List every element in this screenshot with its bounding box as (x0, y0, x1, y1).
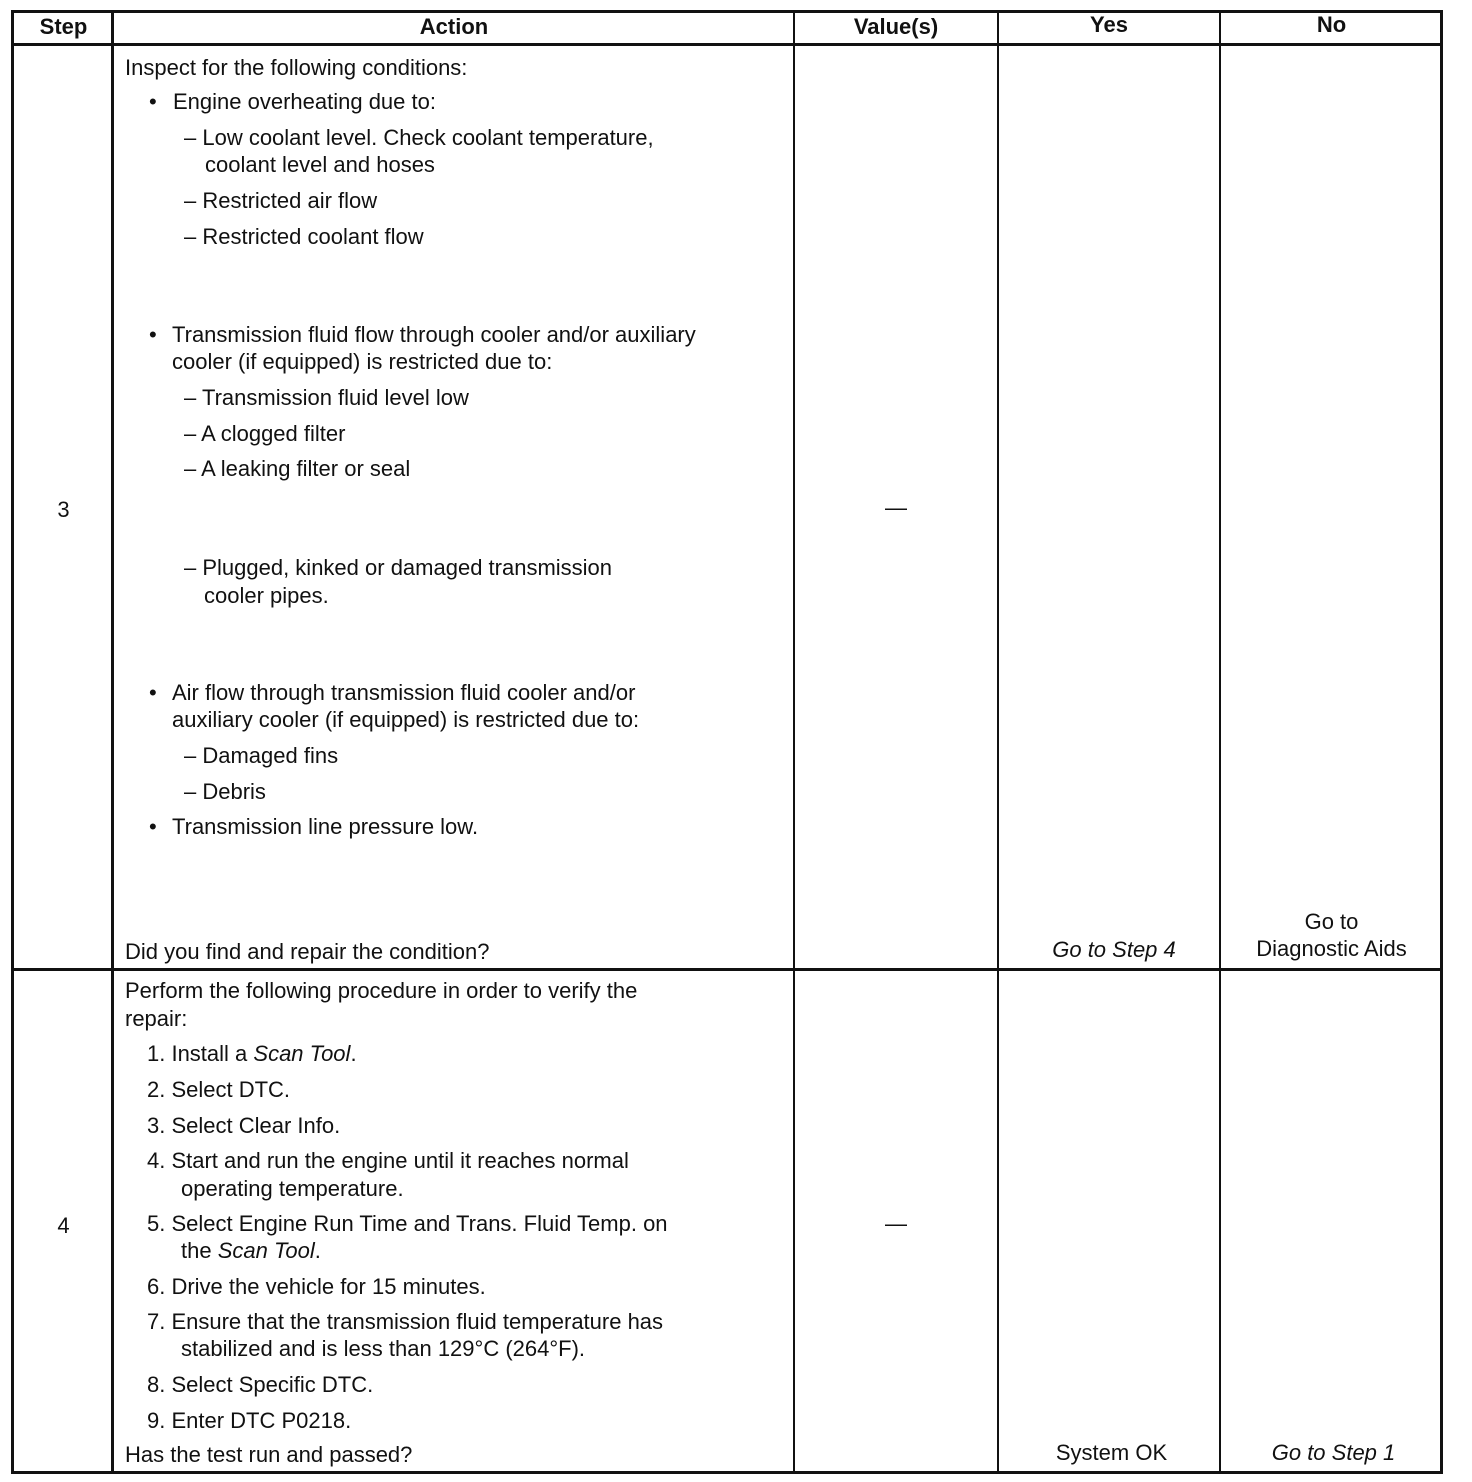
header-values: Value(s) (853, 14, 939, 39)
action-intro: Inspect for the following conditions: (125, 55, 468, 80)
action-intro: repair: (125, 1006, 188, 1031)
action-text: auxiliary cooler (if equipped) is restricted due to: (172, 707, 640, 732)
procedure-step: 5. Select Engine Run Time and Trans. Fluid Temp. on (147, 1211, 668, 1236)
no-link-line2[interactable]: Diagnostic Aids (1256, 936, 1407, 961)
action-text: – Plugged, kinked or damaged transmission (184, 555, 613, 580)
action-text: Transmission line pressure low. (172, 814, 479, 839)
header-yes: Yes (1090, 12, 1128, 37)
action-question: Did you find and repair the condition? (125, 939, 490, 964)
bullet-icon: • (149, 322, 157, 347)
header-step: Step (39, 14, 88, 39)
action-text: – Low coolant level. Check coolant temperature, (184, 125, 654, 150)
procedure-step: 7. Ensure that the transmission fluid temperature has (147, 1309, 664, 1334)
procedure-step: stabilized and is less than 129°C (264°F). (181, 1336, 586, 1361)
header-separator (11, 43, 1443, 46)
action-text: cooler (if equipped) is restricted due to: (172, 349, 553, 374)
action-text: cooler pipes. (204, 583, 329, 608)
value-cell: — (885, 1211, 907, 1236)
no-link-line1[interactable]: Go to (1304, 909, 1359, 934)
bullet-icon: • (149, 680, 157, 705)
action-text: Engine overheating due to: (173, 89, 436, 114)
step-number: 4 (57, 1213, 70, 1238)
action-text: Transmission fluid flow through cooler and/or auxiliary (172, 322, 696, 347)
procedure-step: operating temperature. (181, 1176, 404, 1201)
header-action: Action (419, 14, 489, 39)
yes-link[interactable]: Go to Step 4 (1052, 937, 1176, 962)
action-text: coolant level and hoses (205, 152, 435, 177)
action-text: – Restricted air flow (184, 188, 378, 213)
action-question: Has the test run and passed? (125, 1442, 413, 1467)
procedure-step: 8. Select Specific DTC. (147, 1372, 374, 1397)
row-separator (11, 968, 1443, 971)
value-cell: — (885, 495, 907, 520)
column-separator (997, 10, 999, 1474)
column-separator (793, 10, 795, 1474)
column-separator (1219, 10, 1221, 1474)
action-text: – Transmission fluid level low (184, 385, 469, 410)
bullet-icon: • (149, 814, 157, 839)
procedure-step: 4. Start and run the engine until it reaches normal (147, 1148, 629, 1173)
procedure-step: 2. Select DTC. (147, 1077, 291, 1102)
action-text: – A clogged filter (184, 421, 346, 446)
table-border-bottom (11, 1471, 1443, 1474)
header-no: No (1316, 12, 1347, 37)
bullet-icon: • (149, 89, 157, 114)
action-text: – Restricted coolant flow (184, 224, 424, 249)
table-border-right (1440, 10, 1443, 1474)
action-intro: Perform the following procedure in order to verify the (125, 978, 638, 1003)
no-link[interactable]: Go to Step 1 (1271, 1440, 1396, 1465)
procedure-step: 9. Enter DTC P0218. (147, 1408, 352, 1433)
action-text: – A leaking filter or seal (184, 456, 411, 481)
procedure-step: 3. Select Clear Info. (147, 1113, 341, 1138)
yes-result: System OK (1055, 1440, 1168, 1465)
procedure-step: 1. Install a Scan Tool. (147, 1041, 357, 1066)
column-separator (111, 10, 114, 1474)
procedure-step: 6. Drive the vehicle for 15 minutes. (147, 1274, 486, 1299)
table-border-left (11, 10, 14, 1474)
action-text: Air flow through transmission fluid cooler and/or (172, 680, 636, 705)
procedure-step: the Scan Tool. (181, 1238, 321, 1263)
action-text: – Damaged fins (184, 743, 339, 768)
action-text: – Debris (184, 779, 266, 804)
step-number: 3 (57, 497, 70, 522)
